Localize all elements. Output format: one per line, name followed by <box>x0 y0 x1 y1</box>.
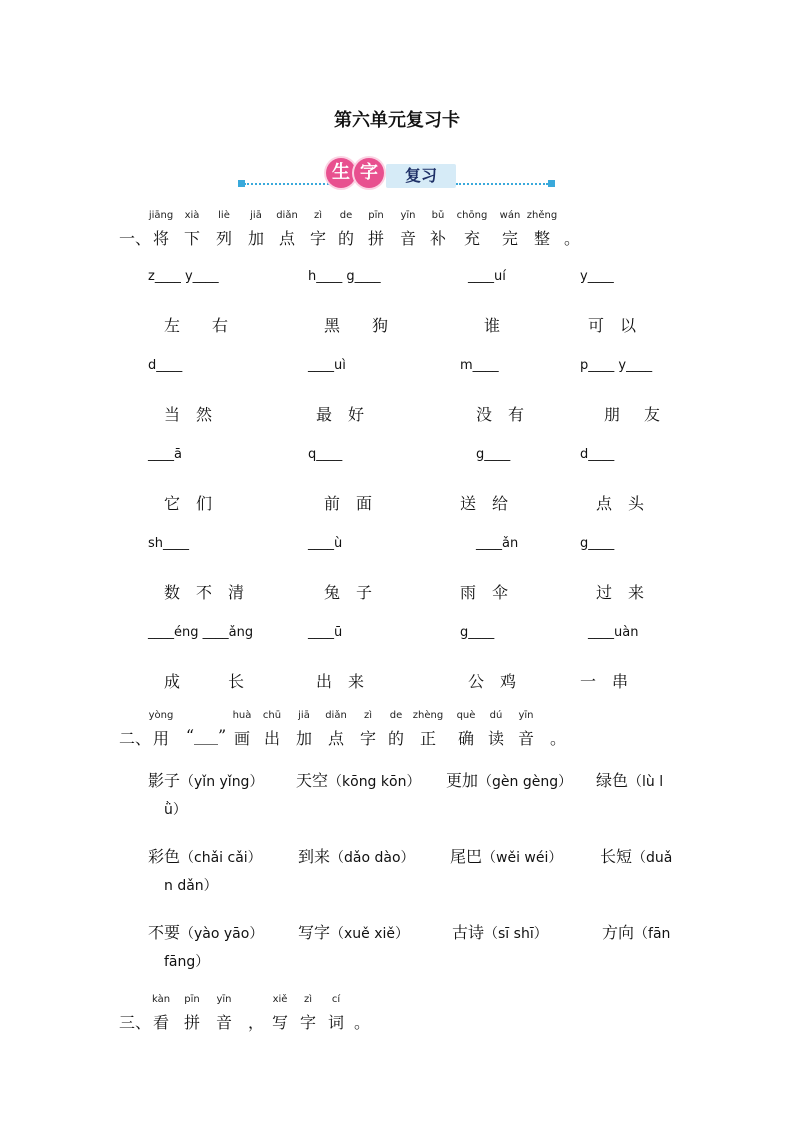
pinyin-blank[interactable]: d____ <box>580 447 615 462</box>
pinyin-annotation: jiāng <box>148 210 174 221</box>
option-word: 写字 <box>298 923 331 942</box>
option-pinyin-choices: （duǎ <box>632 850 673 866</box>
banner-square-right <box>548 180 555 187</box>
option-pinyin-choices: （sī shī） <box>484 926 548 942</box>
word-character: 可 <box>588 316 605 335</box>
option-pinyin-choices: （lù l <box>628 774 664 790</box>
word-character: 长 <box>228 672 245 691</box>
option-pinyin-choices: （gèn gèng） <box>478 774 573 790</box>
word-character: 点 <box>596 494 613 513</box>
banner-dotline-left <box>244 183 332 185</box>
pinyin-annotation: zì <box>313 210 323 221</box>
pinyin-blank[interactable]: ____ū <box>308 625 343 640</box>
pronunciation-option[interactable] <box>298 920 409 943</box>
pronunciation-option[interactable] <box>446 768 572 791</box>
wrapped-continuation: n dǎn） <box>164 878 218 894</box>
word-character: 公 <box>468 672 485 691</box>
heading-character: 出 <box>263 729 280 748</box>
pronunciation-option[interactable] <box>148 920 263 943</box>
pinyin-annotation: de <box>339 210 353 221</box>
heading-character: 点 <box>327 729 344 748</box>
option-pinyin-choices: （xuě xiě） <box>330 926 410 942</box>
option-pinyin-choices: （kōng kōn） <box>328 774 421 790</box>
heading-character: 拼 <box>367 229 384 248</box>
word-character: 送 <box>460 494 477 513</box>
pinyin-annotation: huà <box>232 710 252 721</box>
word-character: 朋 <box>604 405 621 424</box>
heading-character: 。 <box>353 1013 370 1032</box>
word-character: 清 <box>228 583 245 602</box>
heading-character: 写 <box>271 1013 288 1032</box>
heading-character: 点 <box>278 229 295 248</box>
option-pinyin-choices: （fān <box>634 926 671 942</box>
wrapped-continuation: fāng） <box>164 954 210 970</box>
pinyin-annotation: pīn <box>368 210 384 221</box>
pinyin-blank[interactable]: ____uí <box>468 269 506 284</box>
option-pinyin-choices: （chǎi cǎi） <box>180 850 262 866</box>
pronunciation-option[interactable] <box>298 844 415 867</box>
word-character: 面 <box>356 494 373 513</box>
question-2-number: 二、 <box>119 729 152 748</box>
word-character: 狗 <box>372 316 389 335</box>
pinyin-blank[interactable]: g____ <box>476 447 511 462</box>
pinyin-annotation: què <box>456 710 476 721</box>
pinyin-annotation: zhèng <box>412 710 444 721</box>
pronunciation-option[interactable] <box>450 844 562 867</box>
heading-character: 音 <box>517 729 534 748</box>
pinyin-annotation: yīn <box>216 994 232 1005</box>
pinyin-annotation: pīn <box>184 994 200 1005</box>
pinyin-blank[interactable]: m____ <box>460 358 499 373</box>
option-pinyin-choices: （yǐn yǐng） <box>180 774 264 790</box>
pinyin-blank[interactable]: ____uàn <box>588 625 639 640</box>
page-title: 第六单元复习卡 <box>334 110 460 131</box>
word-character: 右 <box>212 316 229 335</box>
word-character: 不 <box>196 583 213 602</box>
heading-character: 拼 <box>183 1013 200 1032</box>
word-character: 左 <box>164 316 181 335</box>
option-word: 方向 <box>602 923 635 942</box>
word-character: 子 <box>356 583 373 602</box>
heading-character: 加 <box>247 229 264 248</box>
word-character: 串 <box>612 672 629 691</box>
pinyin-blank[interactable]: ____ā <box>148 447 182 462</box>
pinyin-blank[interactable]: q____ <box>308 447 343 462</box>
pinyin-blank[interactable]: ____ǎn <box>476 536 519 551</box>
heading-character: “___” <box>185 726 227 745</box>
pinyin-blank[interactable]: h____ g____ <box>308 269 381 284</box>
pinyin-blank[interactable]: ____ù <box>308 536 343 551</box>
heading-character: 看 <box>152 1013 169 1032</box>
pinyin-annotation: jiā <box>298 710 310 721</box>
heading-character: 列 <box>215 229 232 248</box>
word-character: 以 <box>620 316 637 335</box>
word-character: 黑 <box>324 316 341 335</box>
banner-circle-zi: 字 <box>354 158 384 188</box>
heading-character: 字 <box>359 729 376 748</box>
pinyin-blank[interactable]: g____ <box>460 625 495 640</box>
pinyin-annotation: yīn <box>400 210 416 221</box>
pronunciation-option[interactable] <box>596 768 663 791</box>
pinyin-blank[interactable]: sh____ <box>148 536 190 551</box>
word-character: 伞 <box>492 583 509 602</box>
pinyin-annotation: dú <box>489 710 503 721</box>
heading-character: 画 <box>233 729 250 748</box>
heading-character: 。 <box>549 729 566 748</box>
word-character: 它 <box>164 494 181 513</box>
pinyin-blank[interactable]: z____ y____ <box>148 269 219 284</box>
heading-character: 确 <box>457 729 474 748</box>
banner-tag-review: 复习 <box>386 164 456 188</box>
pronunciation-option[interactable] <box>296 768 420 791</box>
pinyin-blank[interactable]: y____ <box>580 269 614 284</box>
word-character: 好 <box>348 405 365 424</box>
question-3-number: 三、 <box>119 1013 152 1032</box>
word-character: 当 <box>164 405 181 424</box>
heading-character: 字 <box>299 1013 316 1032</box>
word-character: 成 <box>164 672 181 691</box>
pinyin-annotation: liè <box>218 210 230 221</box>
heading-character: 整 <box>533 229 550 248</box>
heading-character: 的 <box>337 229 354 248</box>
heading-character: 充 <box>463 229 480 248</box>
heading-character: 补 <box>429 229 446 248</box>
pinyin-annotation: wán <box>499 210 521 221</box>
option-pinyin-choices: （wěi wéi） <box>482 850 563 866</box>
pinyin-blank[interactable]: ____uì <box>308 358 346 373</box>
pinyin-annotation: yòng <box>148 710 174 721</box>
word-character: 来 <box>348 672 365 691</box>
pinyin-annotation: bǔ <box>431 210 445 221</box>
word-character: 最 <box>316 405 333 424</box>
pronunciation-option[interactable] <box>600 844 672 867</box>
pinyin-annotation: kàn <box>151 994 171 1005</box>
pronunciation-option[interactable] <box>452 920 548 943</box>
word-character: 兔 <box>324 583 341 602</box>
option-word: 绿色 <box>596 771 629 790</box>
heading-character: 。 <box>563 229 580 248</box>
pinyin-annotation: zhěng <box>526 210 558 221</box>
pinyin-blank[interactable]: d____ <box>148 358 183 373</box>
heading-character: 下 <box>183 229 200 248</box>
word-character: 雨 <box>460 583 477 602</box>
pinyin-annotation: de <box>389 710 403 721</box>
pinyin-annotation: chōng <box>456 210 488 221</box>
option-pinyin-choices: （yào yāo） <box>180 926 264 942</box>
heading-character: 音 <box>215 1013 232 1032</box>
heading-character: 音 <box>399 229 416 248</box>
word-character: 鸡 <box>500 672 517 691</box>
banner-dotline-right <box>456 183 548 185</box>
pinyin-annotation: jiā <box>250 210 262 221</box>
pinyin-annotation: diǎn <box>325 710 347 721</box>
heading-character: 完 <box>501 229 518 248</box>
word-character: 前 <box>324 494 341 513</box>
section-banner <box>238 158 556 194</box>
word-character: 然 <box>196 405 213 424</box>
option-word: 天空 <box>296 771 329 790</box>
word-character: 一 <box>580 672 597 691</box>
word-character: 有 <box>508 405 525 424</box>
pinyin-blank[interactable]: ____éng ____ǎng <box>148 625 254 640</box>
word-character: 数 <box>164 583 181 602</box>
word-character: 给 <box>492 494 509 513</box>
word-character: 头 <box>628 494 645 513</box>
pinyin-annotation: zì <box>303 994 313 1005</box>
pinyin-blank[interactable]: g____ <box>580 536 615 551</box>
option-word: 古诗 <box>452 923 485 942</box>
heading-character: ， <box>247 1013 264 1032</box>
heading-character: 正 <box>419 729 436 748</box>
heading-character: 将 <box>152 229 169 248</box>
word-character: 谁 <box>484 316 501 335</box>
pinyin-annotation: xià <box>184 210 200 221</box>
pinyin-annotation: xiě <box>272 994 288 1005</box>
option-word: 影子 <box>148 771 181 790</box>
heading-character: 读 <box>487 729 504 748</box>
pronunciation-option[interactable] <box>148 844 262 867</box>
pinyin-annotation: zì <box>363 710 373 721</box>
option-word: 到来 <box>298 847 331 866</box>
pinyin-annotation: cí <box>331 994 341 1005</box>
word-character: 过 <box>596 583 613 602</box>
heading-character: 的 <box>387 729 404 748</box>
option-word: 长短 <box>600 847 633 866</box>
pronunciation-option[interactable] <box>148 768 263 791</box>
pinyin-blank[interactable]: p____ y____ <box>580 358 653 373</box>
word-character: 出 <box>316 672 333 691</box>
word-character: 友 <box>644 405 661 424</box>
word-character: 来 <box>628 583 645 602</box>
wrapped-continuation: ǜ） <box>164 802 187 818</box>
word-character: 没 <box>476 405 493 424</box>
heading-character: 加 <box>295 729 312 748</box>
heading-character: 用 <box>152 729 169 748</box>
option-word: 不要 <box>148 923 181 942</box>
option-word: 彩色 <box>148 847 181 866</box>
option-pinyin-choices: （dǎo dào） <box>330 850 415 866</box>
heading-character: 字 <box>309 229 326 248</box>
option-word: 更加 <box>446 771 479 790</box>
heading-character: 词 <box>327 1013 344 1032</box>
question-1-number: 一、 <box>119 229 152 248</box>
pinyin-annotation: yīn <box>518 710 534 721</box>
option-word: 尾巴 <box>450 847 483 866</box>
banner-circle-sheng: 生 <box>326 158 356 188</box>
pinyin-annotation: diǎn <box>276 210 298 221</box>
word-character: 们 <box>196 494 213 513</box>
pinyin-annotation: chū <box>262 710 282 721</box>
pronunciation-option[interactable] <box>602 920 670 943</box>
